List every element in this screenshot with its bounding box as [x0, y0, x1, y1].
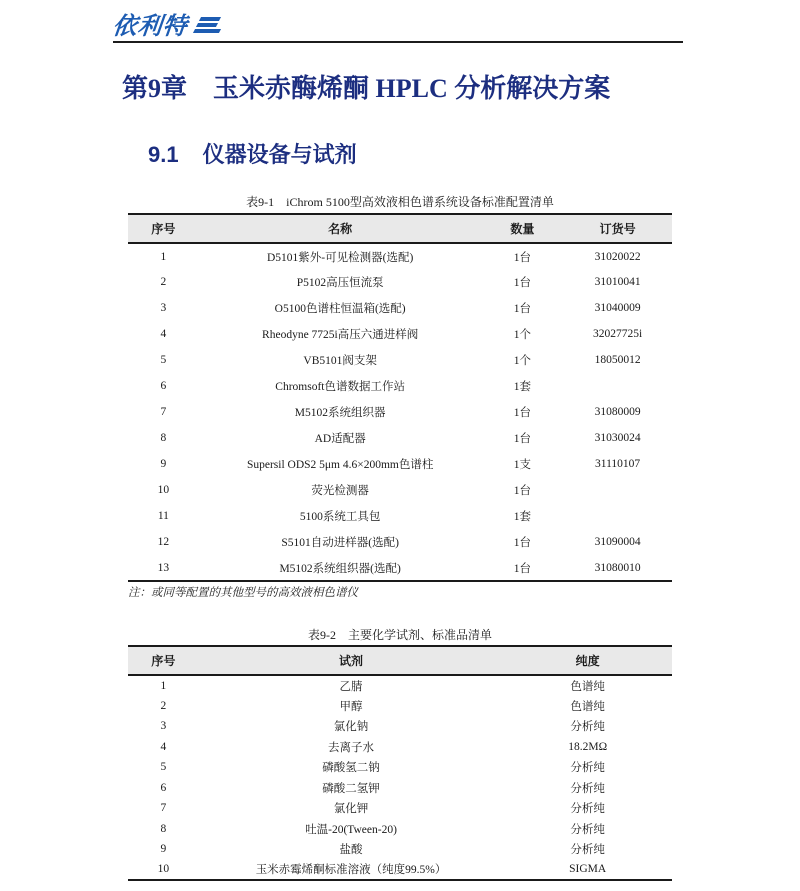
table-cell: O5100色谱柱恒温箱(选配): [274, 303, 406, 315]
table-row: [128, 425, 672, 451]
table-cell: [563, 477, 672, 503]
table-row: [128, 269, 672, 295]
table-cell: 分析纯: [570, 823, 605, 836]
section-number: 9.1: [148, 142, 179, 167]
table-row: [128, 399, 672, 425]
table-row: [128, 555, 672, 581]
table-cell: 色谱纯: [570, 700, 605, 713]
table-cell: 吐温-20(Tween-20): [305, 823, 397, 836]
table-row: [128, 798, 672, 819]
table-row: [128, 529, 672, 555]
table-cell: 31020022: [594, 250, 641, 263]
table-row: [128, 347, 672, 373]
table-cell: 1台: [513, 562, 532, 575]
table-cell: 10: [157, 863, 170, 876]
header-row: [128, 646, 672, 675]
table-cell: 1台: [513, 485, 532, 497]
header-row: [128, 214, 672, 243]
table-cell: 31010041: [594, 276, 641, 288]
chapter-number: 第9章: [122, 74, 188, 103]
table-cell: 6: [160, 781, 167, 794]
table-cell: 4: [160, 740, 167, 753]
column-header: 名称: [328, 222, 353, 236]
table1-caption: 表9-1 iChrom 5100型高效液相色谱系统设备标准配置清单: [246, 195, 554, 209]
table-cell: 氯化钾: [333, 803, 369, 816]
reagents-table-head: [128, 646, 672, 675]
table-cell: 去离子水: [328, 741, 375, 754]
table-cell: 分析纯: [570, 721, 605, 734]
table-cell: 分析纯: [570, 844, 605, 857]
header-rule: [113, 41, 683, 43]
column-header: 序号: [151, 222, 176, 236]
section-title-text: 仪器设备与试剂: [202, 142, 357, 167]
table-row: [128, 696, 672, 717]
triple-bar-icon: [194, 17, 220, 33]
table-row: [128, 295, 672, 321]
table-cell: M5102系统组织器(选配): [279, 562, 401, 575]
table-cell: [563, 373, 672, 399]
table-cell: 1台: [513, 433, 532, 445]
table-row: [128, 716, 672, 737]
table-cell: 荧光检测器: [311, 485, 369, 497]
table-cell: 2: [160, 276, 167, 288]
equipment-table: [128, 213, 672, 582]
table-row: [128, 757, 672, 778]
table-cell: 1台: [513, 537, 532, 549]
chapter-title-text: 玉米赤酶烯酮 HPLC 分析解决方案: [213, 74, 611, 103]
table-cell: 8: [160, 822, 167, 835]
column-header: 试剂: [339, 654, 364, 668]
table-cell: 磷酸氢二钠: [322, 762, 380, 775]
table-cell: 3: [160, 302, 167, 314]
table-cell: Rheodyne 7725i高压六通进样阀: [262, 329, 419, 341]
table-cell: 甲醇: [339, 700, 363, 713]
section-title: [148, 138, 357, 169]
table-cell: 31080009: [594, 406, 641, 418]
table-cell: 10: [157, 484, 170, 496]
page-header: [113, 8, 683, 43]
brand-logo: [113, 8, 683, 38]
table-cell: 31040009: [594, 302, 641, 314]
table-cell: 6: [160, 380, 167, 392]
table-cell: 分析纯: [570, 803, 605, 816]
table-cell: 11: [157, 510, 169, 522]
table-cell: 12: [157, 536, 170, 548]
table-cell: VB5101阀支架: [303, 355, 377, 367]
table2-caption: 表9-2 主要化学试剂、标准品清单: [308, 628, 492, 642]
table-row: [128, 675, 672, 696]
table-cell: Supersil ODS2 5μm 4.6×200mm色谱柱: [246, 459, 434, 471]
table-cell: 玉米赤霉烯酮标准溶液（纯度99.5%）: [255, 864, 447, 877]
table-row: [128, 839, 672, 860]
reagents-table: [128, 645, 672, 881]
table-cell: 色谱纯: [570, 680, 605, 693]
table-cell: 氯化钠: [333, 721, 369, 734]
table-cell: 32027725i: [592, 328, 643, 340]
table-cell: 2: [160, 699, 167, 712]
table-row: [128, 737, 672, 758]
table-cell: 31090004: [594, 536, 641, 548]
table-cell: 磷酸二氢钾: [322, 782, 380, 795]
column-header: 数量: [510, 222, 535, 236]
table-cell: 8: [160, 432, 167, 444]
table-cell: 3: [160, 720, 167, 733]
table-cell: 乙腈: [339, 680, 363, 693]
table-row: [128, 860, 672, 881]
column-header: 订货号: [599, 222, 636, 236]
column-header: 纯度: [575, 654, 600, 668]
table-row: [128, 819, 672, 840]
table-cell: 18.2MΩ: [568, 740, 608, 753]
table-cell: 1套: [513, 381, 532, 393]
table-cell: 5: [160, 354, 167, 366]
table-cell: 1台: [513, 303, 532, 315]
table-cell: 盐酸: [339, 844, 363, 857]
equipment-table-head: [128, 214, 672, 243]
table-row: [128, 321, 672, 347]
table-cell: 13: [157, 561, 170, 574]
table-cell: AD适配器: [314, 433, 366, 445]
table-row: [128, 451, 672, 477]
table-cell: P5102高压恒流泵: [296, 277, 384, 289]
table-cell: 1台: [513, 407, 532, 419]
table-cell: 分析纯: [570, 782, 605, 795]
reagents-table-body: [128, 675, 672, 880]
table-cell: SIGMA: [569, 863, 607, 876]
table-cell: 5100系统工具包: [299, 511, 381, 523]
table-cell: 31110107: [595, 458, 641, 470]
table1-note: 注：或同等配置的其他型号的高效液相色谱仪: [128, 587, 358, 599]
table-cell: 分析纯: [570, 762, 605, 775]
table-cell: 9: [160, 458, 167, 470]
table-cell: 1套: [513, 511, 532, 523]
table-cell: S5101自动进样器(选配): [281, 537, 399, 549]
table-cell: 4: [160, 328, 167, 340]
table-cell: 31030024: [594, 432, 641, 444]
table-cell: Chromsoft色谱数据工作站: [275, 381, 405, 393]
table-row: [128, 373, 672, 399]
table-row: [128, 477, 672, 503]
table-cell: 1台: [513, 277, 532, 289]
table-cell: 1支: [513, 459, 532, 471]
chapter-title: [122, 68, 610, 105]
table-cell: D5101紫外-可见检测器(选配): [267, 251, 414, 264]
table-row: [128, 503, 672, 529]
table-cell: 7: [160, 802, 167, 815]
table-cell: 1个: [513, 355, 532, 367]
table-cell: 1: [160, 679, 167, 692]
table-cell: 7: [160, 406, 167, 418]
table-row: [128, 778, 672, 799]
table-cell: 1台: [513, 251, 532, 264]
brand-logo-text: 依利特: [111, 12, 190, 40]
table-cell: 31080010: [594, 561, 641, 574]
table-cell: 9: [160, 843, 167, 856]
table-cell: 1个: [513, 329, 532, 341]
table-cell: 5: [160, 761, 167, 774]
table-cell: 1: [160, 250, 167, 263]
column-header: 序号: [151, 654, 176, 668]
table-cell: [563, 503, 672, 529]
table-cell: M5102系统组织器: [294, 407, 386, 419]
equipment-table-body: [128, 243, 672, 581]
table-row: [128, 243, 672, 269]
table-cell: 18050012: [594, 354, 641, 366]
